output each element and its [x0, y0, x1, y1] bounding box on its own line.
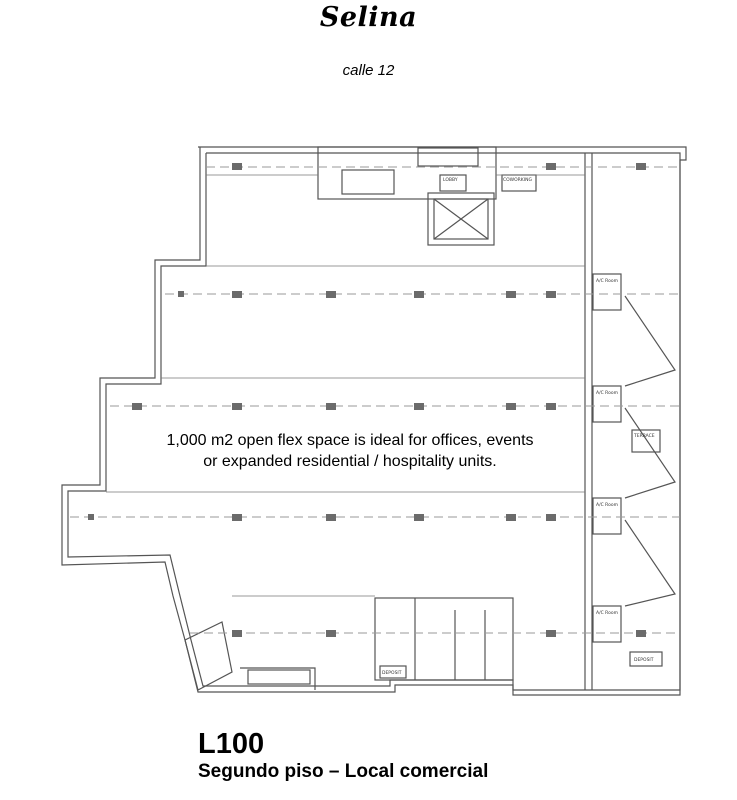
column	[506, 403, 516, 410]
label-ac-room-1: A/C Room	[596, 279, 618, 284]
label-ac-room-4: A/C Room	[596, 611, 618, 616]
column	[414, 514, 424, 521]
column	[232, 514, 242, 521]
unit-code: L100	[198, 728, 265, 760]
column	[232, 163, 242, 170]
description-line-2: or expanded residential / hospitality units.	[203, 453, 497, 470]
label-deposit-right: DEPOSIT	[634, 658, 654, 663]
label-terrace: TERRACE	[634, 434, 655, 439]
space-description	[120, 430, 580, 472]
column	[326, 514, 336, 521]
label-coworking: COWORKING	[503, 178, 532, 183]
stair-flight-top	[342, 170, 394, 194]
column	[546, 514, 556, 521]
column	[326, 291, 336, 298]
column	[232, 291, 242, 298]
exterior-wall-inner	[68, 153, 680, 690]
structure-lines	[106, 175, 585, 596]
grid-lines	[70, 167, 680, 633]
stair-flight-top2	[418, 148, 478, 166]
column	[546, 630, 556, 637]
label-lobby: LOBBY	[443, 178, 458, 183]
column	[326, 403, 336, 410]
column	[326, 630, 336, 637]
unit-description: Segundo piso – Local comercial	[198, 761, 489, 782]
column	[414, 403, 424, 410]
description-line-1: 1,000 m2 open flex space is ideal for offices, events	[166, 432, 534, 449]
bathroom-block	[375, 598, 513, 680]
column	[636, 630, 646, 637]
column	[232, 403, 242, 410]
column	[636, 163, 646, 170]
stair-bottom-left	[185, 622, 232, 690]
column	[546, 403, 556, 410]
column	[414, 291, 424, 298]
brand-logo: Selina	[319, 2, 418, 33]
stair-core	[318, 147, 496, 199]
column	[132, 403, 142, 410]
address-subtitle: calle 12	[342, 62, 395, 79]
column	[506, 291, 516, 298]
column	[546, 163, 556, 170]
column	[88, 514, 94, 520]
label-ac-room-2: A/C Room	[596, 391, 618, 396]
columns	[88, 163, 646, 637]
column	[546, 291, 556, 298]
label-ac-room-3: A/C Room	[596, 503, 618, 508]
label-deposit-left: DEPOSIT	[382, 671, 402, 676]
column	[178, 291, 184, 297]
column	[232, 630, 242, 637]
outer-walls	[62, 147, 686, 695]
column	[506, 514, 516, 521]
